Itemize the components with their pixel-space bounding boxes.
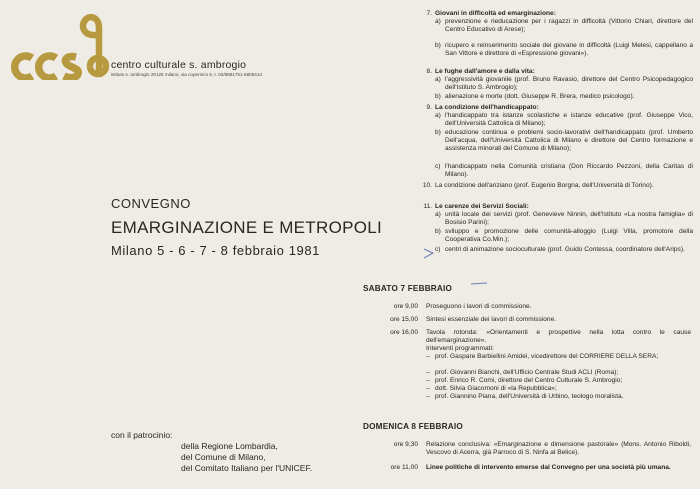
- day-heading-saturday: SABATO 7 FEBBRAIO: [363, 284, 453, 293]
- topic-number: 8.: [426, 68, 432, 75]
- patronage-label: con il patrocinio:: [111, 430, 173, 440]
- topic-title: Le fughe dall'amore e dalla vita:: [435, 68, 535, 75]
- topic-number: 11.: [423, 203, 432, 210]
- subtopic-text: unità locale dei servizi (prof. Genevieve Ninnin, dell'Istituto «La nostra famiglia» di Bosisio Parini);: [445, 211, 693, 226]
- speaker-item: – prof. Giannino Piana, dell'Università di Urbino, teologo moralista.: [426, 393, 691, 401]
- session-time: ore 11,00: [390, 464, 418, 471]
- subtopic-item: [435, 93, 693, 101]
- conference-label: CONVEGNO: [111, 196, 191, 211]
- speaker-item: – prof. Giovanni Bianchi, dell'Ufficio Centrale Studi ACLI (Roma);: [426, 369, 691, 377]
- subtopic-text: sviluppo e promozione delle comunità-alloggio (Luigi Villa, promotore della Cooperativa Co.Min.);: [445, 228, 693, 243]
- subtopic-letter: b): [435, 93, 441, 100]
- conference-dates: Milano 5 - 6 - 7 - 8 febbraio 1981: [111, 243, 321, 258]
- speaker-item: – prof. Enrico R. Comi, direttore del Centro Culturale S. Ambrogio;: [426, 377, 691, 385]
- subtopic-item: [435, 18, 693, 34]
- session-text: Sintesi essenziale dei lavori di commissione.: [426, 316, 557, 323]
- topic-title: Giovani in difficoltà ed emarginazione:: [435, 10, 556, 17]
- session-time: ore 16,00: [390, 329, 418, 336]
- session-text: Relazione conclusiva: «Emarginazione e dimensione pastorale» (Mons. Antonio Riboldi, Vescovo di Acerra, già Parroco di S. Ninfa al Belice).: [426, 441, 691, 456]
- session-time: ore 9,30: [393, 441, 418, 448]
- subtopic-text: prevenzione e rieducazione per i ragazzi in difficoltà (Vittorio Chiari, direttore del Centro Educativo di Arese);: [445, 18, 693, 33]
- subtopic-text: ricupero e reinserimento sociale dei giovane in difficoltà (Luigi Melesi, cappellano a San Vittore e direttore di «Espressione giovani»).: [445, 42, 693, 57]
- subtopic-item: [435, 228, 693, 244]
- subtopic-text: l'handicappato nella Comunità cristiana (Don Riccardo Pezzoni, della Caritas di Milano).: [445, 163, 693, 178]
- interventions-label: Interventi programmati:: [426, 345, 494, 352]
- pen-dash-mark: [470, 281, 488, 287]
- pen-check-mark: [422, 246, 436, 260]
- subtopic-letter: b): [435, 228, 441, 235]
- speaker-item: – prof. Gaspare Barbiellini Amidei, vicedirettore del CORRIERE DELLA SERA;: [426, 353, 691, 361]
- subtopic-item: [435, 163, 693, 179]
- session-text: Tavola rotonda: «Orientamenti e prospettive nella lotta contro le cause dell'emarginazione».: [426, 329, 691, 344]
- subtopic-letter: c): [435, 163, 441, 170]
- organization-name: centro culturale s. ambrogio: [111, 59, 247, 71]
- topic-number: 7.: [426, 10, 432, 17]
- subtopic-letter: a): [435, 18, 441, 25]
- session-time: ore 9,00: [393, 303, 418, 310]
- topic-title: Le carenze dei Servizi Sociali:: [435, 203, 529, 210]
- ccsa-logo: [10, 8, 110, 80]
- topic-number: 10.: [422, 182, 432, 189]
- subtopic-text: alienazione e morte (dott. Giuseppe R. Brera, medico psicologo).: [445, 93, 635, 100]
- day-heading-sunday: DOMENICA 8 FEBBRAIO: [363, 422, 463, 431]
- patronage-entity: del Comitato Italiano per l'UNICEF.: [181, 463, 313, 473]
- speaker-item: – dott. Silvia Giacomoni di «la Repubblica»;: [426, 385, 691, 393]
- topic-title: La condizione dell'handicappato:: [435, 104, 539, 111]
- session-text: Proseguono i lavori di commissione.: [426, 303, 532, 310]
- subtopic-text: educazione continua e problemi socio-lavorativi dell'handicappato (prof. Umberto Dell'acqua, dell'Università Cattolica di Milano e direttore del Centro formazione e assistenza minorati del Comune di Milano);: [445, 129, 693, 152]
- subtopic-item: [435, 42, 693, 58]
- subtopic-item: [435, 211, 693, 227]
- speaker-text: prof. Gaspare Barbiellini Amidei, vicedirettore del CORRIERE DELLA SERA;: [435, 353, 659, 360]
- subtopic-item: [435, 112, 693, 128]
- subtopic-text: l'handicappato tra istanze scolastiche e istanze educative (prof. Giuseppe Vico, dell'Università Cattolica di Milano);: [445, 112, 693, 127]
- speaker-text: prof. Giovanni Bianchi, dell'Ufficio Centrale Studi ACLI (Roma);: [435, 369, 619, 376]
- subtopic-letter: c): [435, 246, 441, 253]
- speaker-text: dott. Silvia Giacomoni di «la Repubblica»;: [435, 385, 557, 392]
- subtopic-item: [435, 76, 693, 92]
- subtopic-item: [435, 246, 693, 254]
- subtopic-letter: b): [435, 42, 441, 49]
- session-text: Linee politiche di intervento emerse dal Convegno per una società più umana.: [426, 464, 671, 471]
- organization-address: istituto s. ambrogio 20126 milano, via copernico 9, t. 02/6881751-6808414: [111, 72, 262, 77]
- patronage-entity: del Comune di Milano,: [181, 452, 266, 462]
- subtopic-letter: a): [435, 211, 441, 218]
- topic-number: 9.: [426, 104, 432, 111]
- subtopic-item: [435, 129, 693, 153]
- subtopic-letter: a): [435, 112, 441, 119]
- subtopic-letter: a): [435, 76, 441, 83]
- session-time: ore 15,00: [390, 316, 418, 323]
- patronage-entity: della Regione Lombardia,: [181, 441, 278, 451]
- subtopic-letter: b): [435, 129, 441, 136]
- speaker-text: prof. Enrico R. Comi, direttore del Centro Culturale S. Ambrogio;: [435, 377, 623, 384]
- conference-title: EMARGINAZIONE E METROPOLI: [111, 218, 383, 237]
- topic-title: La condizione dell'anziano (prof. Eugenio Borgna, dell'Università di Torino).: [435, 182, 654, 189]
- subtopic-text: l'aggressività giovanile (prof. Bruno Ravasio, direttore del Centro Psicopedagogico dell'Istituto S. Ambrogio);: [445, 76, 693, 91]
- patronage-list: [181, 441, 312, 474]
- speaker-text: prof. Giannino Piana, dell'Università di Urbino, teologo moralista.: [435, 393, 624, 400]
- subtopic-text: centri di animazione socioculturale (prof. Guido Contessa, coordinatore dell'Arips).: [445, 246, 685, 253]
